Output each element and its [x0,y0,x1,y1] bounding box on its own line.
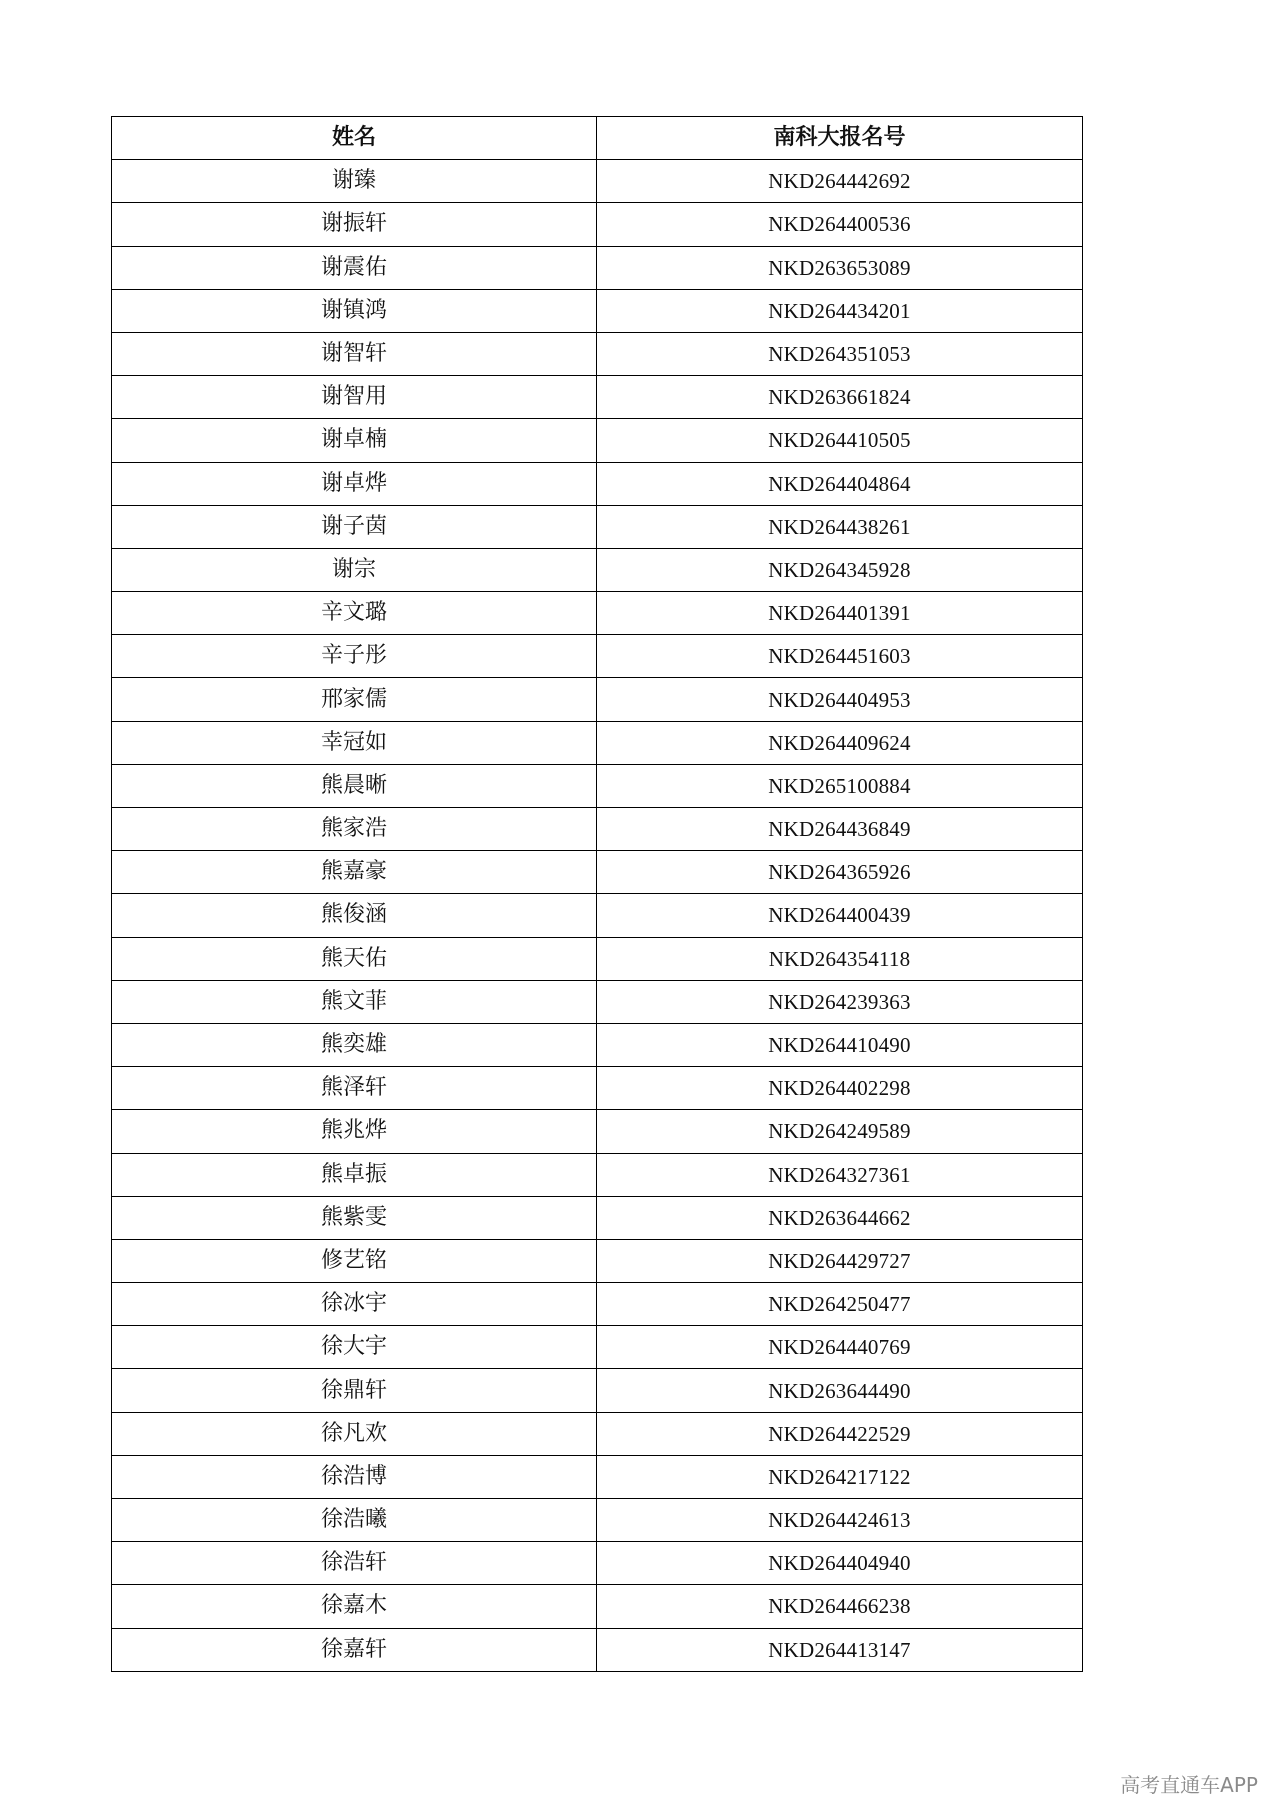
student-name-cell: 熊兆烨 [112,1110,597,1153]
student-name-cell: 谢智用 [112,376,597,419]
student-name-cell: 熊俊涵 [112,894,597,937]
student-name-cell: 邢家儒 [112,678,597,721]
table-row [112,764,1083,807]
table-row [112,246,1083,289]
registration-number-cell: NKD264409624 [597,721,1083,764]
table-row [112,1412,1083,1455]
registration-number-cell: NKD264351053 [597,332,1083,375]
table-row [112,419,1083,462]
registration-number-cell: NKD264401391 [597,592,1083,635]
student-name-cell: 谢智轩 [112,332,597,375]
registration-number-cell: NKD264402298 [597,1067,1083,1110]
table-row [112,505,1083,548]
student-name-cell: 熊文菲 [112,980,597,1023]
table-row [112,592,1083,635]
student-name-cell: 徐嘉木 [112,1585,597,1628]
registration-number-cell: NKD264442692 [597,160,1083,203]
table-row [112,1499,1083,1542]
registration-number-cell: NKD263653089 [597,246,1083,289]
table-row [112,289,1083,332]
table-row [112,808,1083,851]
table-row [112,721,1083,764]
registration-number-cell: NKD264404953 [597,678,1083,721]
student-name-cell: 徐大宇 [112,1326,597,1369]
registration-number-cell: NKD264410505 [597,419,1083,462]
registration-number-cell: NKD264422529 [597,1412,1083,1455]
registration-number-cell: NKD264451603 [597,635,1083,678]
table-row [112,332,1083,375]
table-row [112,937,1083,980]
admission-list-table [111,116,1083,1672]
column-header-name: 姓名 [112,117,597,160]
table-row [112,851,1083,894]
student-name-cell: 辛文璐 [112,592,597,635]
table-row [112,894,1083,937]
watermark-text: 高考直通车APP [1120,1773,1258,1797]
table-row [112,1455,1083,1498]
student-name-cell: 熊卓振 [112,1153,597,1196]
registration-number-cell: NKD264217122 [597,1455,1083,1498]
student-name-cell: 徐嘉轩 [112,1628,597,1671]
registration-number-cell: NKD264466238 [597,1585,1083,1628]
registration-number-cell: NKD265100884 [597,764,1083,807]
student-name-cell: 熊奕雄 [112,1023,597,1066]
table-row [112,1542,1083,1585]
student-name-cell: 熊家浩 [112,808,597,851]
student-name-cell: 熊天佑 [112,937,597,980]
student-name-cell: 幸冠如 [112,721,597,764]
table-row [112,160,1083,203]
registration-number-cell: NKD264436849 [597,808,1083,851]
registration-number-cell: NKD264400536 [597,203,1083,246]
student-name-cell: 徐浩轩 [112,1542,597,1585]
registration-number-cell: NKD264404940 [597,1542,1083,1585]
student-name-cell: 徐浩博 [112,1455,597,1498]
table-row [112,1196,1083,1239]
student-name-cell: 辛子彤 [112,635,597,678]
registration-number-cell: NKD263644490 [597,1369,1083,1412]
student-name-cell: 谢振轩 [112,203,597,246]
student-name-cell: 徐冰宇 [112,1283,597,1326]
student-name-cell: 熊嘉豪 [112,851,597,894]
registration-number-cell: NKD264434201 [597,289,1083,332]
student-name-cell: 徐鼎轩 [112,1369,597,1412]
registration-number-cell: NKD264404864 [597,462,1083,505]
registration-number-cell: NKD264327361 [597,1153,1083,1196]
registration-number-cell: NKD264440769 [597,1326,1083,1369]
student-name-cell: 谢镇鸿 [112,289,597,332]
student-name-cell: 修艺铭 [112,1239,597,1282]
column-header-reg-no: 南科大报名号 [597,117,1083,160]
student-name-cell: 徐凡欢 [112,1412,597,1455]
registration-number-cell: NKD264413147 [597,1628,1083,1671]
table-row [112,1585,1083,1628]
registration-number-cell: NKD264365926 [597,851,1083,894]
table-row [112,1628,1083,1671]
table-row [112,1239,1083,1282]
table-row [112,678,1083,721]
student-name-cell: 谢震佑 [112,246,597,289]
registration-number-cell: NKD263644662 [597,1196,1083,1239]
table-row [112,376,1083,419]
registration-number-cell: NKD264429727 [597,1239,1083,1282]
registration-number-cell: NKD263661824 [597,376,1083,419]
registration-number-cell: NKD264354118 [597,937,1083,980]
table-row [112,980,1083,1023]
registration-number-cell: NKD264249589 [597,1110,1083,1153]
table-body [112,160,1083,1672]
table-row [112,462,1083,505]
table-row [112,1067,1083,1110]
student-name-cell: 熊泽轩 [112,1067,597,1110]
student-name-cell: 谢子茵 [112,505,597,548]
registration-number-cell: NKD264239363 [597,980,1083,1023]
table-row [112,1369,1083,1412]
table-row [112,1110,1083,1153]
registration-number-cell: NKD264345928 [597,548,1083,591]
registration-number-cell: NKD264400439 [597,894,1083,937]
student-name-cell: 谢臻 [112,160,597,203]
student-name-cell: 熊晨晰 [112,764,597,807]
table-row [112,548,1083,591]
registration-number-cell: NKD264410490 [597,1023,1083,1066]
table-row [112,1283,1083,1326]
table-row [112,1153,1083,1196]
registration-number-cell: NKD264438261 [597,505,1083,548]
student-name-cell: 谢卓烨 [112,462,597,505]
table-row [112,1326,1083,1369]
table-row [112,203,1083,246]
table-header-row [112,117,1083,160]
registration-number-cell: NKD264250477 [597,1283,1083,1326]
student-name-cell: 谢宗 [112,548,597,591]
table-row [112,635,1083,678]
table-row [112,1023,1083,1066]
student-name-cell: 熊紫雯 [112,1196,597,1239]
registration-number-cell: NKD264424613 [597,1499,1083,1542]
student-name-cell: 徐浩曦 [112,1499,597,1542]
student-name-cell: 谢卓楠 [112,419,597,462]
